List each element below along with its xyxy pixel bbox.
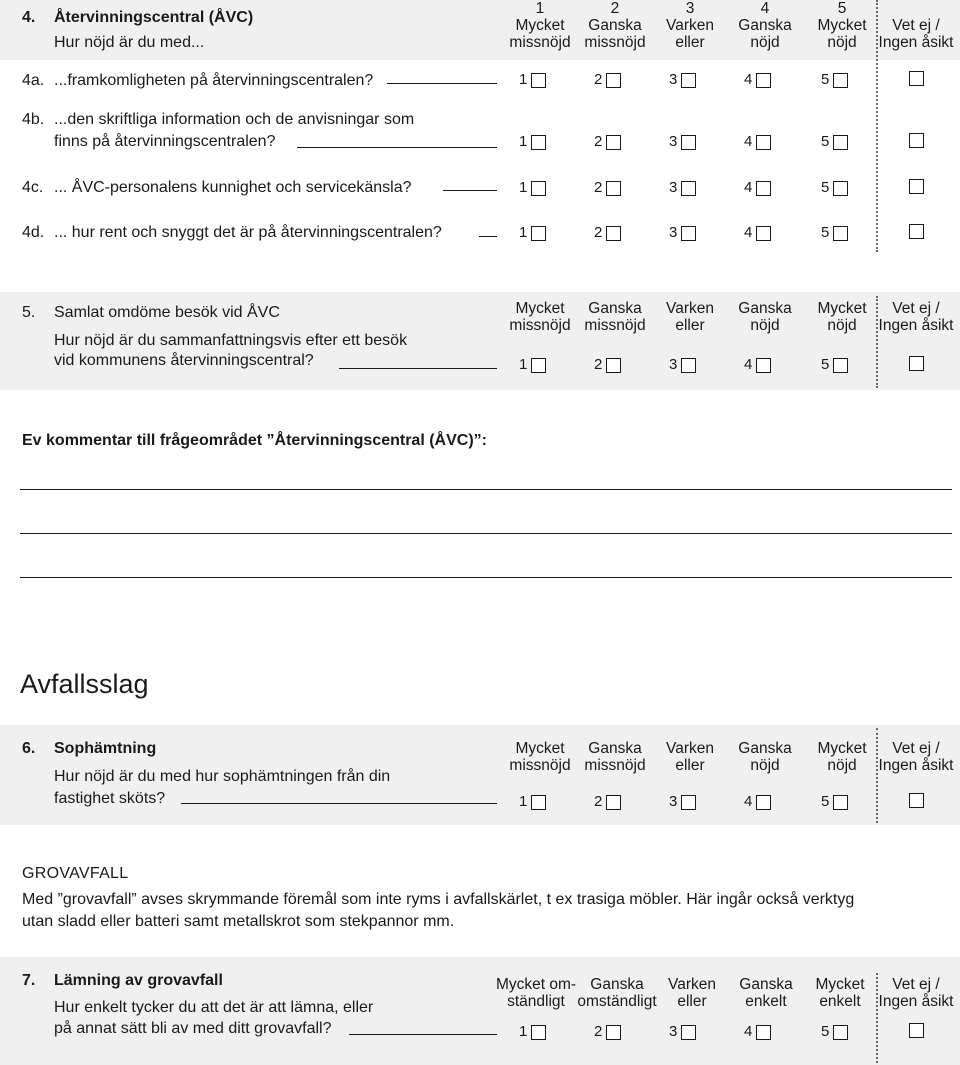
scale-header-1: Mycket missnöjd	[509, 300, 571, 334]
scale-header-5: Mycket enkelt	[815, 976, 865, 1010]
scale-header-vet-ej: Vet ej / Ingen åsikt	[878, 976, 954, 1010]
question-text-cont: på annat sätt bli av med ditt grovavfall?	[54, 1020, 332, 1037]
checkbox[interactable]	[756, 135, 771, 150]
scale-header-4: Ganska nöjd	[738, 300, 792, 334]
scale-header-1: Mycket missnöjd	[509, 740, 571, 774]
option-5[interactable]: 5	[821, 71, 848, 89]
checkbox[interactable]	[909, 179, 924, 194]
item-number: 4d.	[22, 224, 45, 241]
checkbox[interactable]	[531, 226, 546, 241]
item-text: ... ÅVC-personalens kunnighet och servicekänsla?	[54, 179, 412, 196]
scale-header-2: Ganska missnöjd	[584, 740, 646, 774]
checkbox[interactable]	[833, 181, 848, 196]
section-title: Avfallsslag	[20, 669, 149, 699]
checkbox[interactable]	[833, 135, 848, 150]
option-3[interactable]: 3	[669, 133, 696, 151]
checkbox[interactable]	[606, 795, 621, 810]
option-vet-ej[interactable]	[909, 224, 924, 239]
option-3[interactable]: 3	[669, 793, 696, 811]
option-4[interactable]: 4	[744, 224, 771, 242]
option-vet-ej[interactable]	[909, 71, 924, 86]
scale-header-vet-ej: Vet ej / Ingen åsikt	[878, 300, 954, 334]
question-text-cont: fastighet sköts?	[54, 790, 166, 807]
option-4[interactable]: 4	[744, 179, 771, 197]
checkbox[interactable]	[531, 795, 546, 810]
checkbox[interactable]	[756, 795, 771, 810]
checkbox[interactable]	[756, 226, 771, 241]
item-text: ... hur rent och snyggt det är på återvinningscentralen?	[54, 224, 442, 241]
scale-header-1: 1 Mycket missnöjd	[509, 0, 571, 51]
option-2[interactable]: 2	[594, 224, 621, 242]
scale-header-4: Ganska nöjd	[738, 740, 792, 774]
checkbox[interactable]	[681, 226, 696, 241]
option-vet-ej[interactable]	[909, 1023, 924, 1038]
checkbox[interactable]	[756, 358, 771, 373]
checkbox[interactable]	[606, 226, 621, 241]
option-2[interactable]: 2	[594, 1023, 621, 1041]
option-2[interactable]: 2	[594, 71, 621, 89]
grovavfall-line-2: utan sladd eller batteri samt metallskrot som stekpannor mm.	[22, 913, 455, 930]
checkbox[interactable]	[531, 358, 546, 373]
grovavfall-heading: GROVAVFALL	[22, 865, 129, 882]
option-vet-ej[interactable]	[909, 179, 924, 194]
scale-header-3: Varken eller	[666, 300, 714, 334]
checkbox[interactable]	[833, 73, 848, 88]
option-4[interactable]: 4	[744, 133, 771, 151]
option-3[interactable]: 3	[669, 224, 696, 242]
scale-header-2: Ganska missnöjd	[584, 300, 646, 334]
item-number: 4c.	[22, 179, 44, 196]
option-2[interactable]: 2	[594, 133, 621, 151]
grovavfall-line-1: Med ”grovavfall” avses skrymmande föremål som inte ryms i avfallskärlet, t ex trasiga möbler. Här ingår också verktyg	[22, 891, 855, 908]
checkbox[interactable]	[681, 795, 696, 810]
checkbox[interactable]	[909, 793, 924, 808]
option-1[interactable]: 1	[519, 71, 546, 89]
checkbox[interactable]	[681, 73, 696, 88]
checkbox[interactable]	[756, 1025, 771, 1040]
question-title: Sophämtning	[54, 740, 157, 757]
leader-line	[479, 236, 497, 237]
option-1[interactable]: 1	[519, 133, 546, 151]
scale-header-2: 2 Ganska missnöjd	[584, 0, 646, 51]
grovavfall-description	[22, 889, 942, 933]
question-text-cont: vid kommunens återvinningscentral?	[54, 352, 314, 369]
option-1[interactable]: 1	[519, 224, 546, 242]
question-text: Hur enkelt tycker du att det är att lämna, eller	[54, 999, 374, 1016]
checkbox[interactable]	[909, 1023, 924, 1038]
checkbox[interactable]	[833, 795, 848, 810]
question-title: Återvinningscentral (ÅVC)	[54, 9, 254, 26]
scale-header-4: Ganska enkelt	[739, 976, 793, 1010]
scale-header-3: Varken eller	[668, 976, 716, 1010]
checkbox[interactable]	[531, 73, 546, 88]
leader-line	[339, 368, 497, 369]
item-text-cont: finns på återvinningscentralen?	[54, 133, 276, 150]
option-5[interactable]: 5	[821, 224, 848, 242]
option-2[interactable]: 2	[594, 793, 621, 811]
option-5[interactable]: 5	[821, 133, 848, 151]
checkbox[interactable]	[531, 1025, 546, 1040]
scale-header-vet-ej: Vet ej / Ingen åsikt	[878, 740, 954, 774]
item-number: 4b.	[22, 111, 45, 128]
checkbox[interactable]	[606, 73, 621, 88]
item-number: 4a.	[22, 72, 45, 89]
option-1[interactable]: 1	[519, 356, 546, 374]
checkbox[interactable]	[606, 181, 621, 196]
option-2[interactable]: 2	[594, 179, 621, 197]
scale-header-3: 3 Varken eller	[666, 0, 714, 51]
question-title: Lämning av grovavfall	[54, 972, 223, 989]
scale-header-4: 4 Ganska nöjd	[738, 0, 792, 51]
scale-header-5: Mycket nöjd	[817, 740, 867, 774]
leader-line	[349, 1034, 497, 1035]
option-vet-ej[interactable]	[909, 356, 924, 371]
scale-header-2: Ganska omständligt	[577, 976, 657, 1010]
option-1[interactable]: 1	[519, 1023, 546, 1041]
checkbox[interactable]	[681, 181, 696, 196]
comment-label: Ev kommentar till frågeområdet ”Återvinningscentral (ÅVC)”:	[22, 432, 487, 449]
comment-line[interactable]	[20, 577, 952, 578]
question-title: Samlat omdöme besök vid ÅVC	[54, 304, 280, 321]
checkbox[interactable]	[606, 358, 621, 373]
question-text: Hur nöjd är du med hur sophämtningen från din	[54, 768, 391, 785]
leader-line	[181, 803, 497, 804]
scale-header-vet-ej: Vet ej / Ingen åsikt	[878, 17, 954, 51]
checkbox[interactable]	[909, 133, 924, 148]
option-vet-ej[interactable]	[909, 133, 924, 148]
checkbox[interactable]	[681, 358, 696, 373]
checkbox[interactable]	[833, 226, 848, 241]
scale-header-1: Mycket om- ständligt	[495, 976, 577, 1010]
option-4[interactable]: 4	[744, 1023, 771, 1041]
checkbox[interactable]	[756, 181, 771, 196]
question-text: Hur nöjd är du sammanfattningsvis efter ett besök	[54, 332, 408, 349]
item-text: ...den skriftliga information och de anvisningar som	[54, 111, 415, 128]
option-vet-ej[interactable]	[909, 793, 924, 808]
scale-header-5: 5 Mycket nöjd	[817, 0, 867, 51]
checkbox[interactable]	[606, 1025, 621, 1040]
option-3[interactable]: 3	[669, 71, 696, 89]
comment-line[interactable]	[20, 489, 952, 490]
item-text: ...framkomligheten på återvinningscentralen?	[54, 72, 374, 89]
checkbox[interactable]	[681, 135, 696, 150]
option-3[interactable]: 3	[669, 179, 696, 197]
question-number: 6.	[22, 740, 36, 757]
checkbox[interactable]	[909, 224, 924, 239]
leader-line	[443, 190, 497, 191]
checkbox[interactable]	[606, 135, 621, 150]
question-number: 7.	[22, 972, 36, 989]
question-number: 5.	[22, 304, 36, 321]
checkbox[interactable]	[531, 181, 546, 196]
option-4[interactable]: 4	[744, 71, 771, 89]
option-4[interactable]: 4	[744, 793, 771, 811]
option-5[interactable]: 5	[821, 1023, 848, 1041]
option-1[interactable]: 1	[519, 179, 546, 197]
checkbox[interactable]	[833, 358, 848, 373]
option-2[interactable]: 2	[594, 356, 621, 374]
checkbox[interactable]	[909, 71, 924, 86]
checkbox[interactable]	[833, 1025, 848, 1040]
checkbox[interactable]	[756, 73, 771, 88]
option-1[interactable]: 1	[519, 793, 546, 811]
leader-line	[297, 147, 497, 148]
question-subtitle: Hur nöjd är du med...	[54, 34, 205, 51]
option-3[interactable]: 3	[669, 356, 696, 374]
question-number: 4.	[22, 9, 36, 26]
option-3[interactable]: 3	[669, 1023, 696, 1041]
option-4[interactable]: 4	[744, 356, 771, 374]
scale-header-3: Varken eller	[666, 740, 714, 774]
option-5[interactable]: 5	[821, 793, 848, 811]
checkbox[interactable]	[681, 1025, 696, 1040]
checkbox[interactable]	[909, 356, 924, 371]
comment-line[interactable]	[20, 533, 952, 534]
leader-line	[387, 83, 497, 84]
option-5[interactable]: 5	[821, 356, 848, 374]
checkbox[interactable]	[531, 135, 546, 150]
option-5[interactable]: 5	[821, 179, 848, 197]
scale-header-5: Mycket nöjd	[817, 300, 867, 334]
